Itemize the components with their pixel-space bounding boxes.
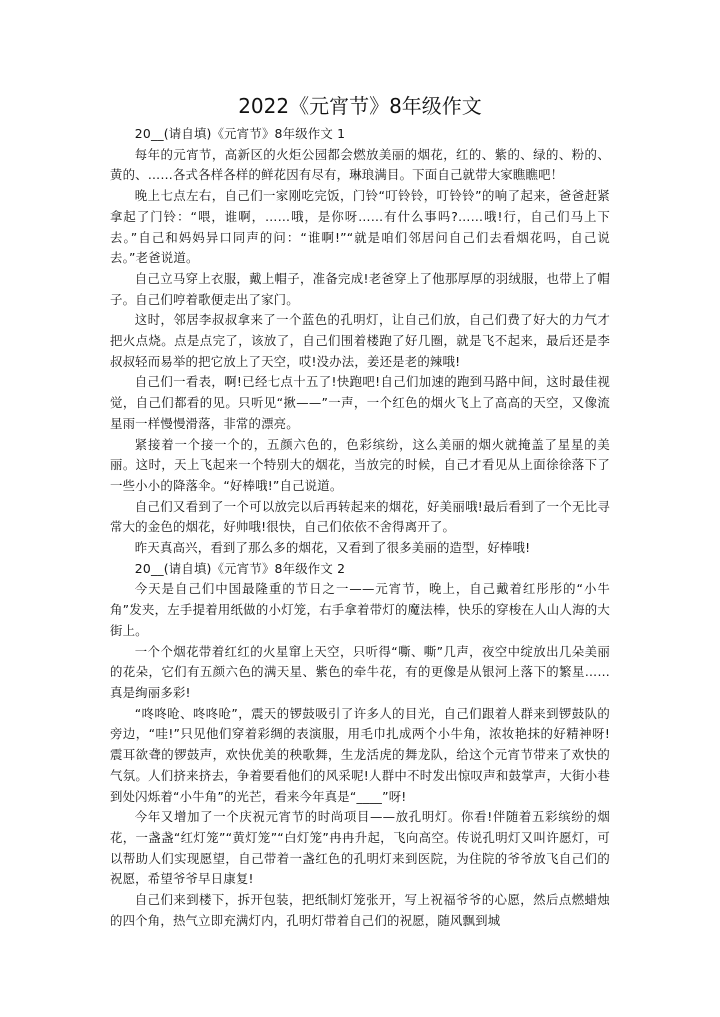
document-body [110, 124, 610, 931]
body-paragraph: 昨天真高兴，看到了那么多的烟花，又看到了很多美丽的造型，好棒哦! [134, 540, 531, 556]
essay-heading: 20__(请自填)《元宵节》8年级作文 2 [134, 560, 346, 576]
body-paragraph: 自己们又看到了一个可以放完以后再转起来的烟花，好美丽哦!最后看到了一个无比寻常大的金色的烟花，好帅哦!很快，自己们依依不舍得离开了。 [110, 498, 610, 535]
body-paragraph: 今年又增加了一个庆祝元宵节的时尚项目——放孔明灯。你看!伴随着五彩缤纷的烟花，一盏盏“红灯笼”“黄灯笼”“白灯笼”冉冉升起，飞向高空。传说孔明灯又叫许愿灯，可以帮助人们实现愿望，自己带着一盏红色的孔明灯来到医院，为住院的爷爷放飞自己们的祝愿，希望爷爷早日康复! [110, 809, 610, 887]
body-paragraph: 这时，邻居李叔叔拿来了一个蓝色的孔明灯，让自己们放，自己们费了好大的力气才把火点烧。点是点完了，该放了，自己们围着楼跑了好几圈，就是飞不起来，最后还是李叔叔轻而易举的把它放上了天空，哎!没办法，姜还是老的辣哦! [110, 312, 610, 369]
essay-heading: 20__(请自填)《元宵节》8年级作文 1 [134, 126, 346, 141]
body-paragraph: 自己们来到楼下，拆开包装，把纸制灯笼张开，写上祝福爷爷的心愿，然后点燃蜡烛的四个角，热气立即充满灯内，孔明灯带着自己们的祝愿，随风飘到城 [110, 892, 610, 928]
body-paragraph: 晚上七点左右，自己们一家刚吃完饭，门铃“叮铃铃，叮铃铃”的响了起来，爸爸赶紧拿起了门铃：“喂，谁啊，……哦，是你呀……有什么事吗?……哦!行，自己们马上下去。”自己和妈妈异口同声的问：“谁啊!”“就是咱们邻居问自己们去看烟花吗，自己说去。”老爸说道。 [110, 188, 610, 266]
body-paragraph: “咚咚呛、咚咚呛”，震天的锣鼓吸引了许多人的目光，自己们跟着人群来到锣鼓队的旁边，“哇!”只见他们穿着彩绸的表演服，用毛巾扎成两个小牛角，浓妆艳抹的好精神呀!震耳欲聋的锣鼓声，欢快优美的秧歌舞，生龙活虎的舞龙队，给这个元宵节带来了欢快的气氛。人们挤来挤去，争着要看他们的风采呢!人群中不时发出惊叹声和鼓掌声，大街小巷到处闪烁着“小牛角”的光芒，看来今年真是“____”呀! [110, 705, 610, 804]
body-paragraph: 紧接着一个接一个的，五颜六色的，色彩缤纷，这么美丽的烟火就掩盖了星星的美丽。这时，天上飞起来一个特别大的烟花，当放完的时候，自己才看见从上面徐徐落下了一些小小的降落伞。“好棒哦!”自己说道。 [110, 436, 610, 493]
body-paragraph: 自己们一看表，啊!已经七点十五了!快跑吧!自己们加速的跑到马路中间，这时最佳视觉，自己们都看的见。只听见“揪——”一声，一个红色的烟火飞上了高高的天空，又像流星雨一样慢慢滑落，非常的漂亮。 [110, 374, 610, 431]
document-title: 2022《元宵节》8年级作文 [238, 94, 482, 118]
body-paragraph: 自己立马穿上衣服，戴上帽子，准备完成!老爸穿上了他那厚厚的羽绒服，也带上了帽子。自己们哼着歌便走出了家门。 [110, 270, 610, 307]
body-paragraph: 一个个烟花带着红红的火星窜上天空，只听得“嘶、嘶”几声，夜空中绽放出几朵美丽的花朵，它们有五颜六色的满天星、紫色的牵牛花，有的更像是从银河上落下的繁星……真是绚丽多彩! [110, 643, 610, 700]
body-paragraph: 今天是自己们中国最隆重的节日之一——元宵节，晚上，自己戴着红彤彤的“小牛角”发夹，左手提着用纸做的小灯笼，右手拿着带灯的魔法棒，快乐的穿梭在人山人海的大街上。 [110, 581, 610, 638]
body-paragraph: 每年的元宵节，高新区的火炬公园都会燃放美丽的烟花，红的、紫的、绿的、粉的、黄的、……各式各样各样的鲜花因有尽有，琳琅满目。下面自己就带大家瞧瞧吧！ [110, 146, 610, 183]
